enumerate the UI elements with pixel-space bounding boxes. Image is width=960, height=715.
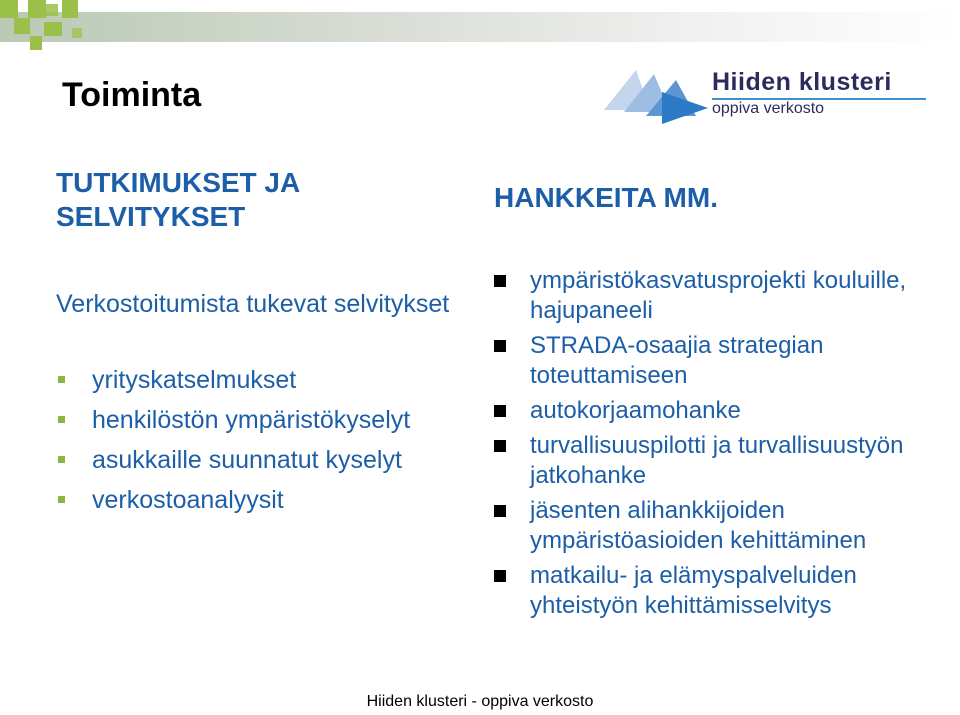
list-item-text: jäsenten alihankkijoiden ympäristöasioiden kehittäminen	[530, 497, 867, 554]
left-heading-line-2: SELVITYKSET	[56, 201, 246, 232]
square-bullet-icon	[58, 376, 65, 383]
list-item-text: verkostoanalyysit	[92, 486, 284, 514]
left-heading-line-1: TUTKIMUKSET JA	[56, 167, 301, 198]
list-item	[494, 561, 960, 621]
list-item	[494, 431, 960, 491]
list-item	[494, 331, 960, 391]
decorative-squares	[0, 0, 100, 60]
logo-triangles-icon	[604, 62, 712, 126]
square-bullet-icon	[494, 275, 506, 287]
list-item-text: ympäristökasvatusprojekti kouluille, hajupaneeli	[530, 267, 907, 324]
list-item	[494, 396, 960, 426]
right-column-heading: HANKKEITA MM.	[494, 182, 718, 213]
logo	[604, 62, 934, 126]
list-item	[56, 440, 410, 480]
square-bullet-icon	[494, 570, 506, 582]
square-bullet-icon	[58, 456, 65, 463]
square-bullet-icon	[58, 416, 65, 423]
list-item	[56, 480, 410, 520]
list-item	[494, 266, 960, 326]
square-bullet-icon	[494, 340, 506, 352]
square-bullet-icon	[494, 505, 506, 517]
logo-subtitle: oppiva verkosto	[712, 100, 825, 117]
square-bullet-icon	[494, 440, 506, 452]
footer-text: Hiiden klusteri - oppiva verkosto	[366, 693, 594, 710]
left-column-heading	[56, 166, 456, 234]
list-item-text: yrityskatselmukset	[92, 366, 297, 394]
header-gradient-bar	[0, 12, 960, 42]
list-item-text: henkilöstön ympäristökyselyt	[92, 406, 411, 434]
list-item-text: turvallisuuspilotti ja turvallisuustyön jatkohanke	[530, 432, 904, 489]
left-bullet-list	[56, 360, 410, 520]
left-intro-text: Verkostoitumista tukevat selvitykset	[56, 290, 450, 318]
square-bullet-icon	[58, 496, 65, 503]
logo-name: Hiiden klusteri	[712, 68, 892, 96]
list-item-text: autokorjaamohanke	[530, 397, 741, 424]
list-item	[56, 400, 410, 440]
right-bullet-list	[494, 266, 960, 626]
page-title: Toiminta	[62, 76, 202, 114]
square-bullet-icon	[494, 405, 506, 417]
list-item-text: matkailu- ja elämyspalveluiden yhteistyön kehittämisselvitys	[530, 562, 857, 619]
list-item-text: asukkaille suunnatut kyselyt	[92, 446, 402, 474]
list-item	[494, 496, 960, 556]
list-item	[56, 360, 410, 400]
list-item-text: STRADA-osaajia strategian toteuttamiseen	[530, 332, 824, 389]
